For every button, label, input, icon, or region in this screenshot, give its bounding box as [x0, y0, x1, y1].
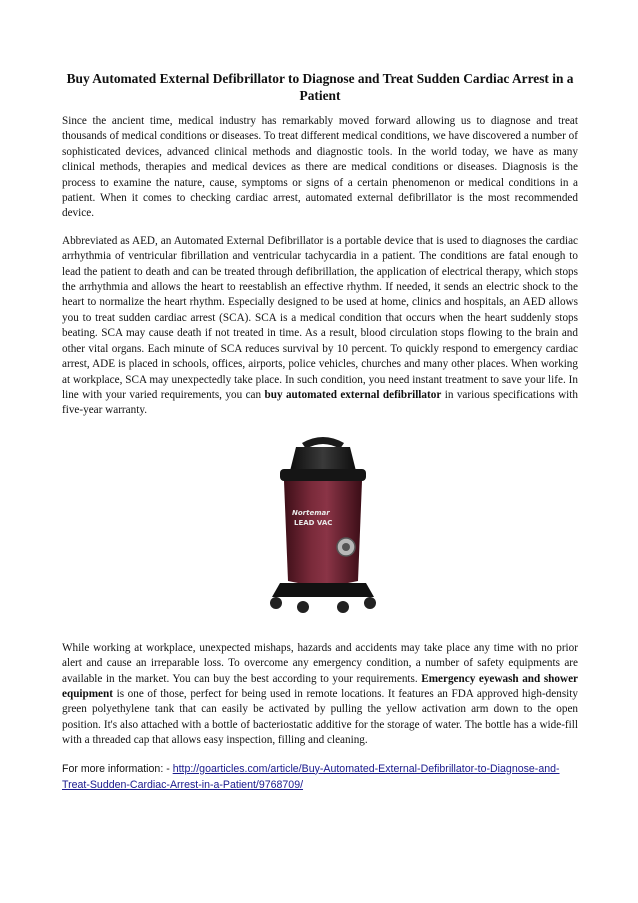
source-link[interactable]: http://goarticles.com/article/Buy-Automated-External-Defibrillator-to-Diagnose-and-Treat-Sudden-Cardiac-Arrest-in-a-Patient/9768709/ — [62, 762, 560, 791]
paragraph-aed-bold: buy automated external defibrillator — [264, 388, 442, 401]
paragraph-aed-end: in various specifications with five-year warranty. — [62, 388, 578, 417]
caster-right — [364, 597, 376, 609]
product-image — [62, 431, 578, 631]
paragraph-aed-text: Abbreviated as AED, an Automated External Defibrillator is a portable device that is used to diagnoses the cardiac arrhythmia of ventricular fibrillation and ventricular tachycardia in a patient. The conditions are fatal enough to lead the patient to death and can be treated through defibrillation, the application of electrical therapy, which stops the arrhythmia and allows the heart to reestablish an effective rhythm. If needed, it sends an electric shock to the heart to normalize the heart rhythm. Especially designed to be used at home, clinics and hospitals, an AED allows you to treat sudden cardiac arrest (SCA). SCA is a medical condition that occurs when the heart suddenly stops beating. SCA may cause death if not treated in time. As a result, blood circulation stops flowing to the brain and other vital organs. Each minute of SCA reduces survival by 10 percent. To quickly respond to emergency cardiac arrest, ADE is placed in schools, offices, airports, police vehicles, churches and many other places. When working at workplace, SCA may unexpectedly take place. In such condition, you need instant treatment to save your life. In line with your varied requirements, you can — [62, 234, 578, 401]
wet-vacuum-illustration — [258, 431, 388, 621]
model-label: LEAD VAC — [294, 518, 333, 527]
brand-label: Nortemar — [292, 508, 330, 517]
lid-ring-shape — [280, 469, 366, 481]
dolly-base-shape — [272, 583, 374, 597]
paragraph-eyewash — [62, 641, 578, 749]
caster-left — [270, 597, 282, 609]
tank-body-shape — [284, 481, 362, 585]
document-content — [62, 70, 578, 793]
more-info — [62, 761, 578, 793]
paragraph-intro: Since the ancient time, medical industry has remarkably moved forward allowing us to diagnose and treat thousands of medical conditions or diseases. To treat different medical conditions, we have discovered a number of sophisticated devices, advanced clinical methods and diagnostic tools. In the world today, we have as many clinical methods, therapies and medical devices as there are medical conditions or diseases. Diagnosis is the process to examine the nature, cause, symptoms or signs of a certain phenomenon or medical conditions in a patient. When it comes to checking cardiac arrest, automated external defibrillator is the most recommended device. — [62, 115, 578, 220]
paragraph-eyewash-text: While working at workplace, unexpected mishaps, hazards and accidents may take place any time with no prior alert and cause an irreparable loss. To overcome any emergency condition, a number of safety equipments are available in the market. You can buy the best according to your requirements. — [62, 641, 578, 685]
paragraph-aed — [62, 234, 578, 419]
more-info-label: For more information: - — [62, 762, 173, 775]
caster-mid-right — [337, 601, 349, 613]
paragraph-eyewash-bold: Emergency eyewash and shower equipment — [62, 672, 579, 700]
paragraph-eyewash-end: is one of those, perfect for being used in remote locations. It features an FDA approved high-density green polyethylene tank that can easily be activated by pulling the yellow activation arm down to the open position. It's also attached with a bottle of bacteriostatic additive for the storage of water. The bottle has a wide-fill with a threaded cap that allows easy inspection, filling and cleaning. — [62, 687, 578, 747]
caster-mid-left — [297, 601, 309, 613]
motor-cap-shape — [290, 447, 356, 471]
document-title: Buy Automated External Defibrillator to Diagnose and Treat Sudden Cardiac Arrest in a Patient — [66, 71, 574, 103]
